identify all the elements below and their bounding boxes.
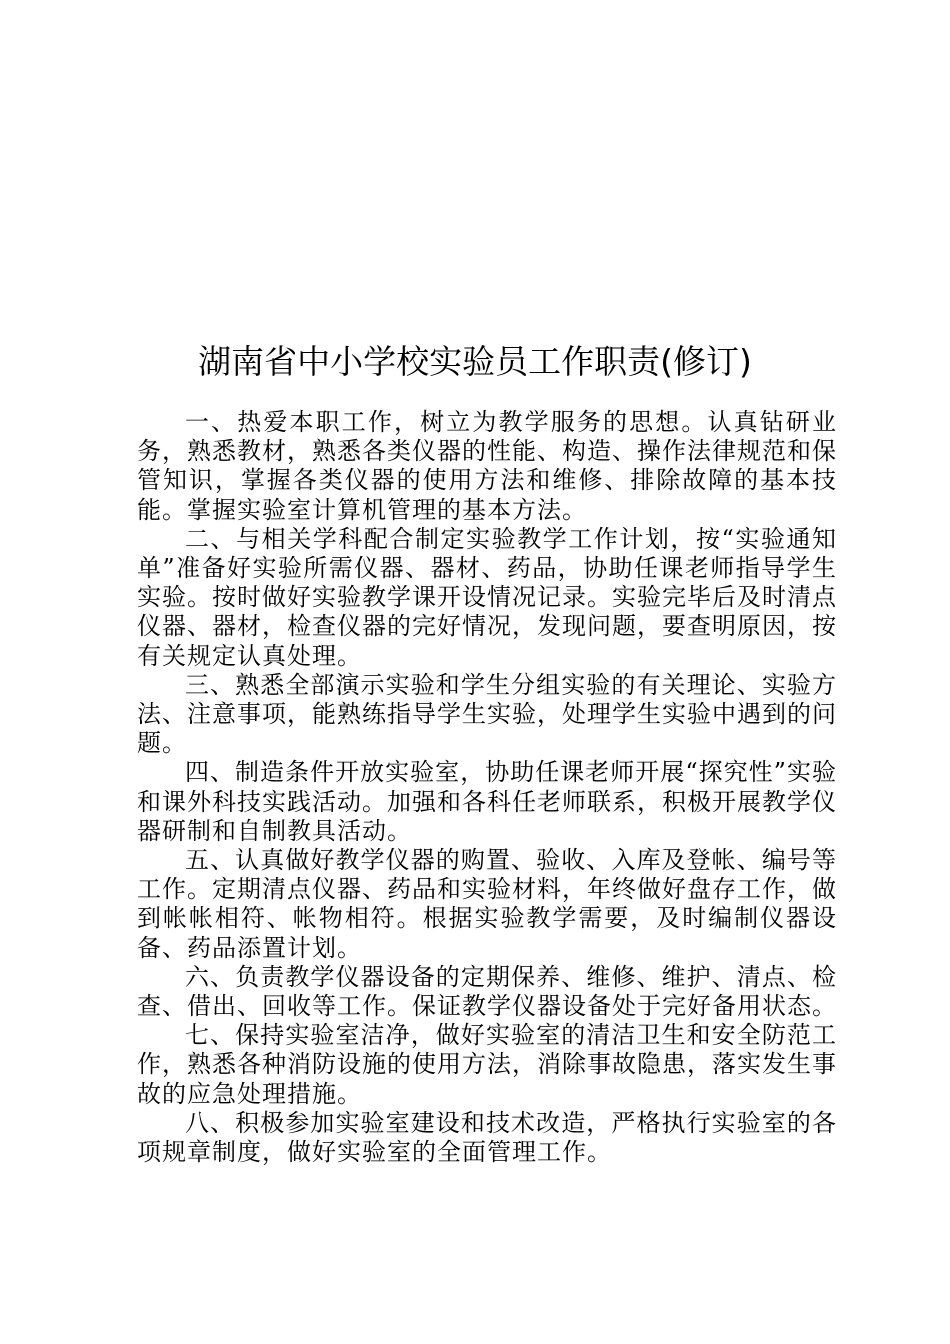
document-title: 湖南省中小学校实验员工作职责(修订) [198,342,752,381]
paragraph-4: 四、制造条件开放实验室，协助任课老师开展“探究性”实验和课外科技实践活动。加强和各科任老师联系，积极开展教学仪器研制和自制教具活动。 [137,758,837,845]
paragraph-3: 三、熟悉全部演示实验和学生分组实验的有关理论、实验方法、注意事项，能熟练指导学生实验，处理学生实验中遇到的问题。 [137,670,837,758]
document-body [137,408,837,1167]
paragraph-6: 六、负责教学仪器设备的定期保养、维修、维护、清点、检查、借出、回收等工作。保证教学仪器设备处于完好备用状态。 [137,962,837,1021]
paragraph-1: 一、热爱本职工作，树立为教学服务的思想。认真钻研业务，熟悉教材，熟悉各类仪器的性能、构造、操作法律规范和保管知识，掌握各类仪器的使用方法和维修、排除故障的基本技能。掌握实验室计算机管理的基本方法。 [137,408,837,524]
paragraph-8: 八、积极参加实验室建设和技术改造，严格执行实验室的各项规章制度，做好实验室的全面管理工作。 [137,1108,837,1167]
paragraph-5: 五、认真做好教学仪器的购置、验收、入库及登帐、编号等工作。定期清点仪器、药品和实验材料，年终做好盘存工作，做到帐帐相符、帐物相符。根据实验教学需要，及时编制仪器设备、药品添置计划。 [137,846,837,962]
paragraph-7: 七、保持实验室洁净，做好实验室的清洁卫生和安全防范工作，熟悉各种消防设施的使用方法，消除事故隐患，落实发生事故的应急处理措施。 [137,1021,837,1108]
paragraph-2: 二、与相关学科配合制定实验教学工作计划，按“实验通知单”准备好实验所需仪器、器材、药品，协助任课老师指导学生实验。按时做好实验教学课开设情况记录。实验完毕后及时清点仪器、器材，检查仪器的完好情况，发现问题，要查明原因，按有关规定认真处理。 [137,524,837,670]
